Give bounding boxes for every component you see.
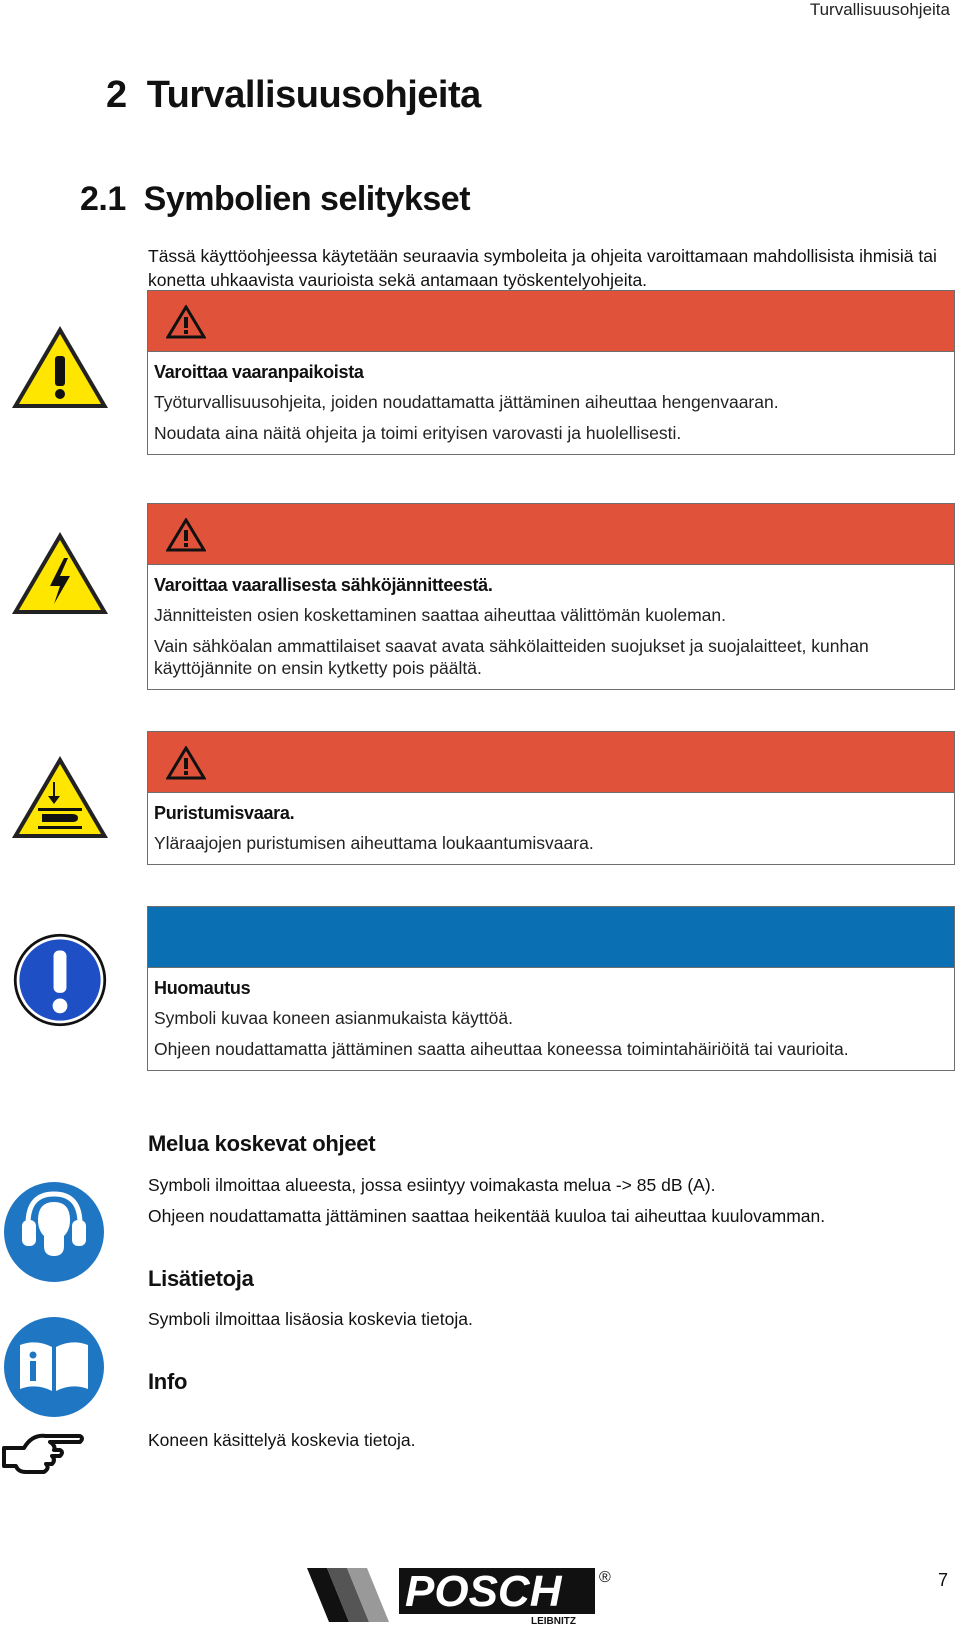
mandatory-notice-icon bbox=[8, 932, 112, 1028]
notice-title: Varoittaa vaaranpaikoista bbox=[154, 362, 364, 382]
notice-line: Ohjeen noudattamatta jättäminen saatta aiheuttaa koneessa toimintahäiriöitä tai vaurioita. bbox=[154, 1039, 849, 1059]
noise-heading: Melua koskevat ohjeet bbox=[148, 1131, 376, 1156]
general-danger-icon bbox=[8, 322, 112, 418]
logo-subtext: LEIBNITZ bbox=[531, 1616, 576, 1626]
notice-line: Noudata aina näitä ohjeita ja toimi erityisen varovasti ja huolellisesti. bbox=[154, 423, 682, 443]
danger-band bbox=[148, 732, 954, 793]
info-heading: Info bbox=[148, 1369, 188, 1394]
notice-line: Vain sähköalan ammattilaiset saavat avata sähkölaitteiden suojukset ja suojalaitteet, kunhan käyttöjännite on ensin kytketty pois päältä. bbox=[154, 636, 869, 678]
notice-band bbox=[148, 907, 954, 968]
intro-paragraph: Tässä käyttöohjeessa käytetään seuraavia symboleita ja ohjeita varoittamaan mahdollisista ihmisiä tai konetta uhkaavista vaurioista sekä antamaan työskentelyohjeita. bbox=[148, 246, 937, 290]
noise-line: Symboli ilmoittaa alueesta, jossa esiintyy voimakasta melua -> 85 dB (A). bbox=[148, 1175, 716, 1195]
notice-title: Puristumisvaara. bbox=[154, 803, 295, 823]
info-book-icon bbox=[2, 1315, 106, 1419]
ear-protection-icon bbox=[2, 1180, 106, 1284]
running-header: Turvallisuusohjeita bbox=[809, 0, 950, 19]
section-number: 2.1 bbox=[80, 180, 126, 218]
notice-line: Symboli kuvaa koneen asianmukaista käyttöä. bbox=[154, 1008, 513, 1028]
danger-band bbox=[148, 504, 954, 565]
notice-title: Huomautus bbox=[154, 978, 251, 998]
chapter-heading bbox=[106, 74, 481, 117]
section-title: Symbolien selitykset bbox=[143, 180, 471, 218]
info-notice-box bbox=[147, 906, 955, 1071]
notice-line: Jännitteisten osien koskettaminen saattaa aiheuttaa välittömän kuoleman. bbox=[154, 605, 727, 625]
noise-line: Ohjeen noudattamatta jättäminen saattaa heikentää kuuloa tai aiheuttaa kuulovamman. bbox=[148, 1206, 826, 1226]
crush-hazard-icon bbox=[8, 752, 112, 848]
electric-notice-box bbox=[147, 503, 955, 690]
notice-title: Varoittaa vaarallisesta sähköjännitteestä. bbox=[154, 575, 493, 595]
danger-notice-box bbox=[147, 290, 955, 455]
chapter-number: 2 bbox=[106, 74, 127, 116]
chapter-title: Turvallisuusohjeita bbox=[146, 74, 481, 116]
posch-logo bbox=[305, 1560, 625, 1626]
warning-triangle-icon bbox=[166, 518, 206, 552]
info-text: Koneen käsittelyä koskevia tietoja. bbox=[148, 1430, 416, 1450]
logo-text: POSCH bbox=[405, 1567, 562, 1616]
section-heading bbox=[80, 180, 470, 219]
pointing-hand-icon bbox=[0, 1428, 84, 1484]
extra-heading: Lisätietoja bbox=[148, 1266, 254, 1291]
crush-notice-box bbox=[147, 731, 955, 865]
notice-line: Työturvallisuusohjeita, joiden noudattamatta jättäminen aiheuttaa hengenvaaran. bbox=[154, 392, 779, 412]
registered-mark: ® bbox=[599, 1569, 611, 1586]
notice-line: Yläraajojen puristumisen aiheuttama loukaantumisvaara. bbox=[154, 833, 594, 853]
warning-triangle-icon bbox=[166, 305, 206, 339]
danger-band bbox=[148, 291, 954, 352]
extra-text: Symboli ilmoittaa lisäosia koskevia tietoja. bbox=[148, 1309, 473, 1329]
page-number: 7 bbox=[937, 1570, 948, 1590]
electric-hazard-icon bbox=[8, 528, 112, 624]
warning-triangle-icon bbox=[166, 746, 206, 780]
